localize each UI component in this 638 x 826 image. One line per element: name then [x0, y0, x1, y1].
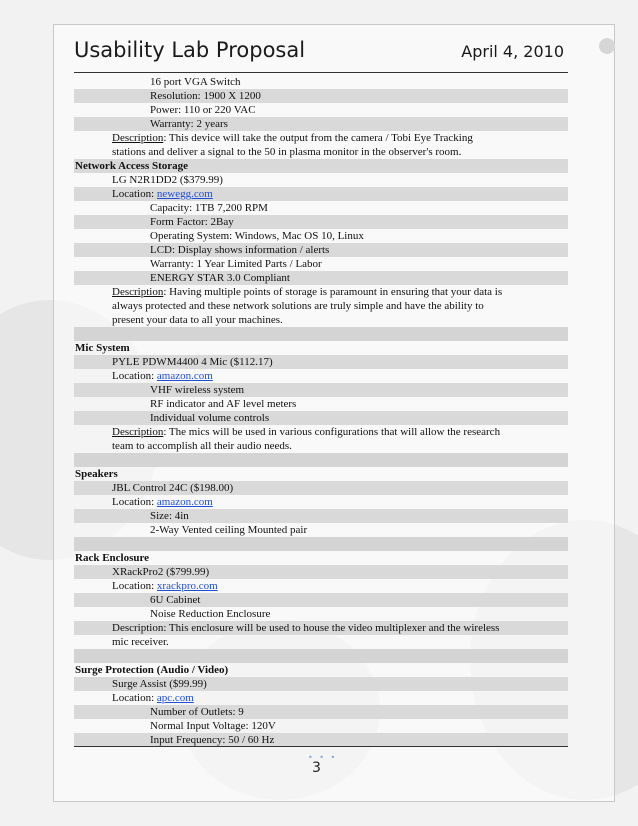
location-label: Location:	[112, 580, 157, 592]
document-title: Usability Lab Proposal	[74, 38, 306, 62]
row-text: : Having multiple points of storage is paramount in ensuring that your data is	[163, 286, 503, 298]
row-text: XRackPro2 ($799.99)	[112, 566, 210, 578]
row-text: Size: 4in	[150, 510, 189, 522]
list-item	[74, 285, 568, 299]
row-text: Normal Input Voltage: 120V	[150, 720, 276, 732]
vendor-link[interactable]: apc.com	[156, 692, 194, 704]
row-text: LCD: Display shows information / alerts	[150, 244, 330, 256]
section-heading	[74, 467, 568, 481]
location-label: Location:	[112, 496, 157, 508]
row-text: Resolution: 1900 X 1200	[150, 90, 261, 102]
row-text: Noise Reduction Enclosure	[150, 608, 271, 620]
row-text: Speakers	[75, 468, 118, 480]
list-item	[74, 299, 568, 313]
list-item	[74, 719, 568, 733]
vendor-link[interactable]: xrackpro.com	[156, 580, 218, 592]
list-item	[74, 537, 568, 551]
list-item	[74, 677, 568, 691]
list-item	[74, 355, 568, 369]
list-item	[74, 649, 568, 663]
section-heading	[74, 551, 568, 565]
location-row	[74, 495, 568, 509]
list-item	[74, 89, 568, 103]
list-item	[74, 607, 568, 621]
footer-rule	[74, 746, 568, 747]
list-item	[74, 327, 568, 341]
location-label: Location:	[112, 692, 157, 704]
list-item	[74, 117, 568, 131]
list-item	[74, 243, 568, 257]
vendor-link[interactable]: newegg.com	[156, 188, 213, 200]
list-item	[74, 481, 568, 495]
page-header	[74, 36, 568, 73]
list-item	[74, 621, 568, 635]
list-item	[74, 411, 568, 425]
row-text: Individual volume controls	[150, 412, 270, 424]
description-label: Description	[112, 426, 164, 438]
row-text: JBL Control 24C ($198.00)	[112, 482, 234, 494]
row-text: Mic System	[75, 342, 130, 354]
list-item	[74, 453, 568, 467]
list-item	[74, 425, 568, 439]
row-text: always protected and these network solutions are truly simple and have the ability to	[112, 300, 484, 312]
list-item	[74, 733, 568, 747]
vendor-link[interactable]: amazon.com	[156, 496, 213, 508]
row-text: Warranty: 1 Year Limited Parts / Labor	[150, 258, 322, 270]
list-item	[74, 257, 568, 271]
corner-circle-icon	[599, 38, 615, 54]
vendor-link[interactable]: amazon.com	[156, 370, 213, 382]
row-text: Power: 110 or 220 VAC	[150, 104, 256, 116]
list-item	[74, 145, 568, 159]
row-text: Warranty: 2 years	[150, 118, 228, 130]
row-text: PYLE PDWM4400 4 Mic ($112.17)	[112, 356, 273, 368]
row-text: Surge Protection (Audio / Video)	[75, 664, 229, 676]
list-item	[74, 635, 568, 649]
list-item	[74, 271, 568, 285]
row-text: Surge Assist ($99.99)	[112, 678, 207, 690]
location-row	[74, 691, 568, 705]
description-label: Description	[112, 132, 164, 144]
row-text: RF indicator and AF level meters	[150, 398, 297, 410]
equipment-list	[74, 75, 568, 747]
row-text: LG N2R1DD2 ($379.99)	[112, 174, 223, 186]
list-item	[74, 75, 568, 89]
page-number: 3	[312, 760, 321, 776]
row-text: : The mics will be used in various configurations that will allow the research	[163, 426, 501, 438]
row-text: Description: This enclosure will be used to house the video multiplexer and the wireless	[112, 622, 500, 634]
row-text: : This device will take the output from the camera / Tobi Eye Tracking	[163, 132, 473, 144]
list-item	[74, 103, 568, 117]
footer-dots-icon: • • •	[308, 753, 338, 762]
row-text: present your data to all your machines.	[112, 314, 283, 326]
list-item	[74, 523, 568, 537]
list-item	[74, 215, 568, 229]
row-text: 2-Way Vented ceiling Mounted pair	[150, 524, 308, 536]
row-text: 6U Cabinet	[150, 594, 201, 606]
list-item	[74, 593, 568, 607]
row-text: 16 port VGA Switch	[150, 76, 241, 88]
list-item	[74, 439, 568, 453]
document-date: April 4, 2010	[461, 42, 564, 61]
row-text: VHF wireless system	[150, 384, 245, 396]
list-item	[74, 229, 568, 243]
row-text: ENERGY STAR 3.0 Compliant	[150, 272, 290, 284]
location-row	[74, 369, 568, 383]
list-item	[74, 173, 568, 187]
list-item	[74, 397, 568, 411]
location-row	[74, 187, 568, 201]
list-item	[74, 313, 568, 327]
row-text: Network Access Storage	[75, 160, 189, 172]
location-label: Location:	[112, 188, 157, 200]
row-text: Operating System: Windows, Mac OS 10, Linux	[150, 230, 364, 242]
section-heading	[74, 341, 568, 355]
list-item	[74, 201, 568, 215]
row-text: Number of Outlets: 9	[150, 706, 244, 718]
row-text: Rack Enclosure	[75, 552, 150, 564]
location-row	[74, 579, 568, 593]
row-text: mic receiver.	[112, 636, 169, 648]
list-item	[74, 509, 568, 523]
list-item	[74, 383, 568, 397]
location-label: Location:	[112, 370, 157, 382]
list-item	[74, 565, 568, 579]
row-text: Input Frequency: 50 / 60 Hz	[150, 734, 275, 746]
row-text: Form Factor: 2Bay	[150, 216, 234, 228]
description-label: Description	[112, 286, 164, 298]
section-heading	[74, 159, 568, 173]
row-text: stations and deliver a signal to the 50 in plasma monitor in the observer's room.	[112, 146, 462, 158]
row-text: Capacity: 1TB 7,200 RPM	[150, 202, 268, 214]
list-item	[74, 131, 568, 145]
list-item	[74, 705, 568, 719]
row-text: team to accomplish all their audio needs.	[112, 440, 292, 452]
section-heading	[74, 663, 568, 677]
